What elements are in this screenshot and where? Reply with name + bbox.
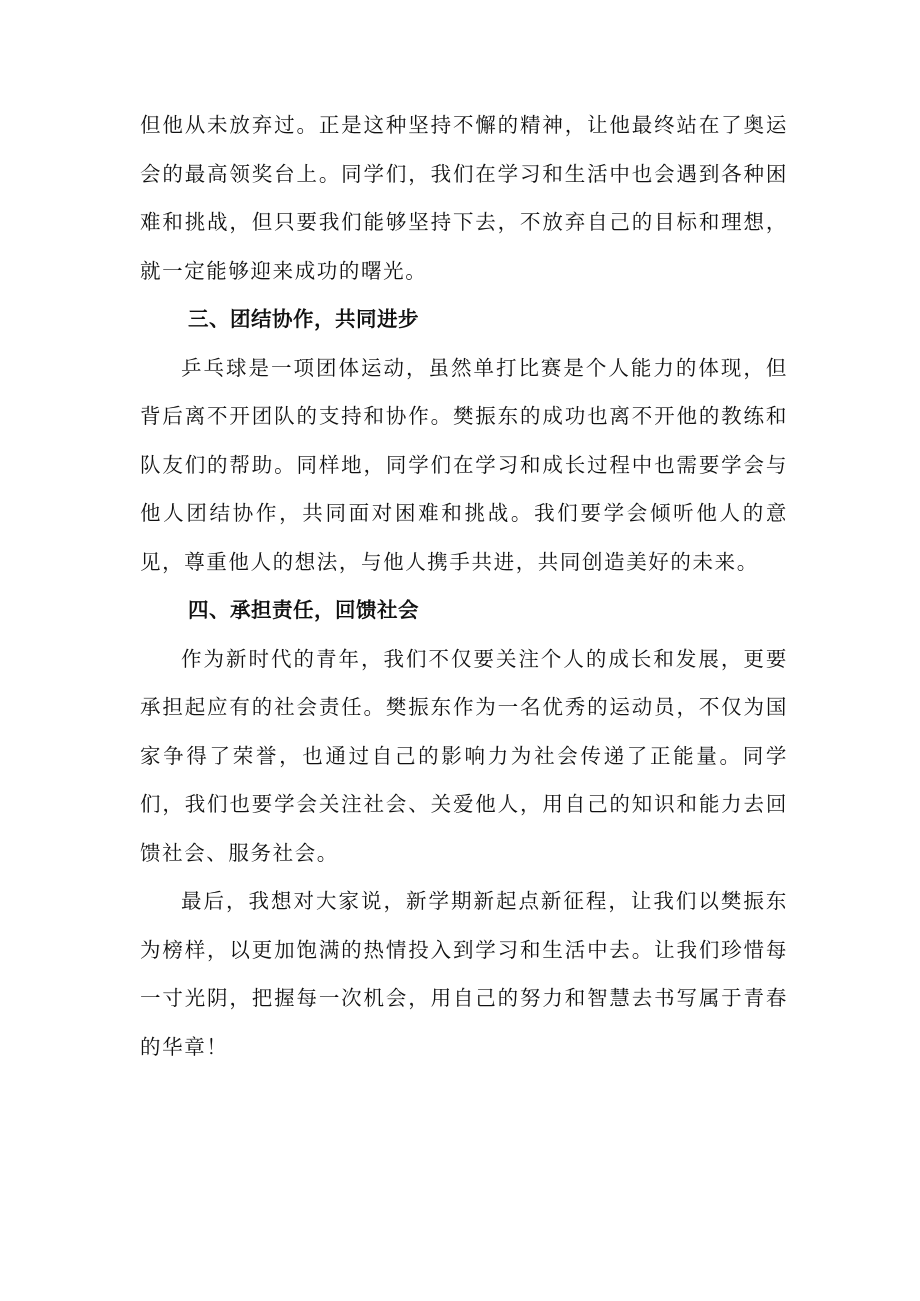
document-body <box>140 101 788 1071</box>
section-3-paragraph: 乒乓球是一项团体运动，虽然单打比赛是个人能力的体现，但背后离不开团队的支持和协作。樊振东的成功也离不开他的教练和队友们的帮助。同样地，同学们在学习和成长过程中也需要学会与他人团结协作，共同面对困难和挑战。我们要学会倾听他人的意见，尊重他人的想法，与他人携手共进，共同创造美好的未来。 <box>140 355 788 574</box>
closing-paragraph: 最后，我想对大家说，新学期新起点新征程，让我们以樊振东为榜样，以更加饱满的热情投入到学习和生活中去。让我们珍惜每一寸光阴，把握每一次机会，用自己的努力和智慧去书写属于青春的华章！ <box>140 889 788 1059</box>
section-4-heading: 四、承担责任，回馈社会 <box>188 598 419 622</box>
section-3-heading: 三、团结协作，共同进步 <box>188 307 419 331</box>
intro-continuation-paragraph: 但他从未放弃过。正是这种坚持不懈的精神，让他最终站在了奥运会的最高领奖台上。同学们，我们在学习和生活中也会遇到各种困难和挑战，但只要我们能够坚持下去，不放弃自己的目标和理想，就一定能够迎来成功的曙光。 <box>140 113 788 283</box>
section-4-paragraph: 作为新时代的青年，我们不仅要关注个人的成长和发展，更要承担起应有的社会责任。樊振东作为一名优秀的运动员，不仅为国家争得了荣誉，也通过自己的影响力为社会传递了正能量。同学们，我们也要学会关注社会、关爱他人，用自己的知识和能力去回馈社会、服务社会。 <box>140 646 788 865</box>
